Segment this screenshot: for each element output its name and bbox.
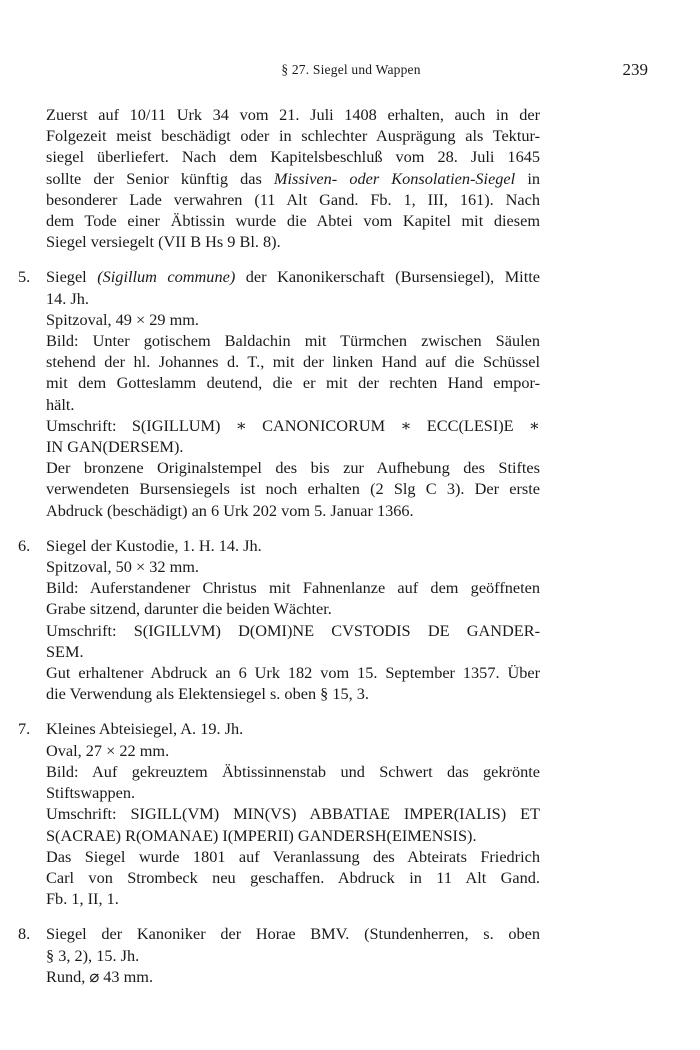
intro-paragraph bbox=[46, 104, 540, 252]
text-line: Folgezeit meist beschädigt oder in schlechter Ausprägung als Tektur- bbox=[46, 126, 540, 146]
text-line: Spitzoval, 50 × 32 mm. bbox=[46, 557, 199, 577]
text-fragment: in bbox=[527, 168, 540, 188]
page-number: 239 bbox=[622, 60, 648, 79]
entry-number: 5. bbox=[18, 267, 31, 287]
text-line: Bild: Unter gotischem Baldachin mit Türmchen zwischen Säulen bbox=[46, 331, 540, 351]
text-line: hält. bbox=[46, 394, 75, 414]
text-line: Carl von Strombeck neu geschaffen. Abdruck in 11 Alt Gand. bbox=[46, 867, 540, 887]
text-line: besonderer Lade verwahren (11 Alt Gand. Fb. 1, III, 161). Nach bbox=[46, 189, 540, 209]
text-fragment: Siegel bbox=[46, 267, 87, 287]
text-line: die Verwendung als Elektensiegel s. oben § 15, 3. bbox=[46, 684, 369, 704]
text-line: Abdruck (beschädigt) an 6 Urk 202 vom 5. Januar 1366. bbox=[46, 500, 414, 520]
entry-number: 7. bbox=[18, 719, 31, 739]
text-line: Gut erhaltener Abdruck an 6 Urk 182 vom 15. September 1357. Über bbox=[46, 663, 540, 683]
text-line: Bild: Auferstandener Christus mit Fahnenlanze auf dem geöffneten bbox=[46, 578, 540, 598]
text-line: Umschrift: S(IGILLVM) D(OMI)NE CVSTODIS DE GANDER- bbox=[46, 620, 540, 640]
text-fragment: sollte der Senior künftig das bbox=[46, 168, 262, 188]
seal-entry-5 bbox=[18, 266, 540, 520]
entry-number: 8. bbox=[18, 924, 31, 944]
text-line: Rund, ⌀ 43 mm. bbox=[46, 966, 154, 986]
text-line: Fb. 1, II, 1. bbox=[46, 889, 119, 909]
text-line: dem Tode einer Äbtissin wurde die Abtei vom Kapitel mit diesem bbox=[46, 211, 540, 231]
text-line: Umschrift: S(IGILLUM) ∗ CANONICORUM ∗ ECC(LESI)E ∗ bbox=[46, 415, 540, 435]
text-line: S(ACRAE) R(OMANAE) I(MPERII) GANDERSH(EIMENSIS). bbox=[46, 825, 477, 845]
text-line: Kleines Abteisiegel, A. 19. Jh. bbox=[46, 719, 244, 739]
text-line: mit dem Gotteslamm deutend, die er mit der rechten Hand empor- bbox=[46, 373, 540, 393]
text-line: Oval, 27 × 22 mm. bbox=[46, 740, 170, 760]
italic-phrase: (Sigillum commune) bbox=[97, 267, 236, 287]
text-line: Siegel der Kustodie, 1. H. 14. Jh. bbox=[46, 535, 262, 555]
text-line: Siegel versiegelt (VII B Hs 9 Bl. 8). bbox=[46, 232, 281, 252]
text-line: Zuerst auf 10/11 Urk 34 vom 21. Juli 1408 erhalten, auch in der bbox=[46, 105, 540, 124]
seal-entry-7 bbox=[18, 718, 540, 909]
seal-entry-8 bbox=[18, 923, 540, 987]
text-line: Das Siegel wurde 1801 auf Veranlassung des Abteirats Friedrich bbox=[46, 846, 540, 866]
text-line: 14. Jh. bbox=[46, 288, 89, 308]
text-line bbox=[46, 266, 540, 287]
text-line: Grabe sitzend, darunter die beiden Wächter. bbox=[46, 599, 332, 619]
text-line: Bild: Auf gekreuztem Äbtissinnenstab und Schwert das gekrönte bbox=[46, 761, 540, 781]
running-title: § 27. Siegel und Wappen bbox=[281, 62, 421, 77]
text-line: Siegel der Kanoniker der Horae BMV. (Stundenherren, s. oben bbox=[46, 924, 540, 944]
text-line: Spitzoval, 49 × 29 mm. bbox=[46, 309, 199, 329]
running-head bbox=[46, 62, 656, 86]
text-line: Der bronzene Originalstempel des bis zur Aufhebung des Stiftes bbox=[46, 458, 540, 478]
seal-entry-6 bbox=[18, 535, 540, 705]
text-line: § 3, 2), 15. Jh. bbox=[46, 945, 140, 965]
text-fragment: der Kanonikerschaft (Bursensiegel), Mitte bbox=[245, 267, 540, 287]
entry-number: 6. bbox=[18, 535, 31, 555]
text-line: siegel überliefert. Nach dem Kapitelsbeschluß vom 28. Juli 1645 bbox=[46, 147, 540, 167]
italic-phrase: Missiven- oder Konsolatien-Siegel bbox=[273, 168, 516, 188]
text-line: Umschrift: SIGILL(VM) MIN(VS) ABBATIAE IMPER(IALIS) ET bbox=[46, 804, 540, 824]
text-line: stehend der hl. Johannes d. T., mit der linken Hand auf die Schüssel bbox=[46, 352, 540, 372]
text-line: SEM. bbox=[46, 641, 84, 661]
text-line: verwendeten Bursensiegels ist noch erhalten (2 Slg C 3). Der erste bbox=[46, 479, 540, 499]
text-line: IN GAN(DERSEM). bbox=[46, 437, 184, 457]
text-line bbox=[46, 168, 540, 189]
text-line: Stiftswappen. bbox=[46, 783, 136, 803]
page-body bbox=[18, 104, 540, 1001]
